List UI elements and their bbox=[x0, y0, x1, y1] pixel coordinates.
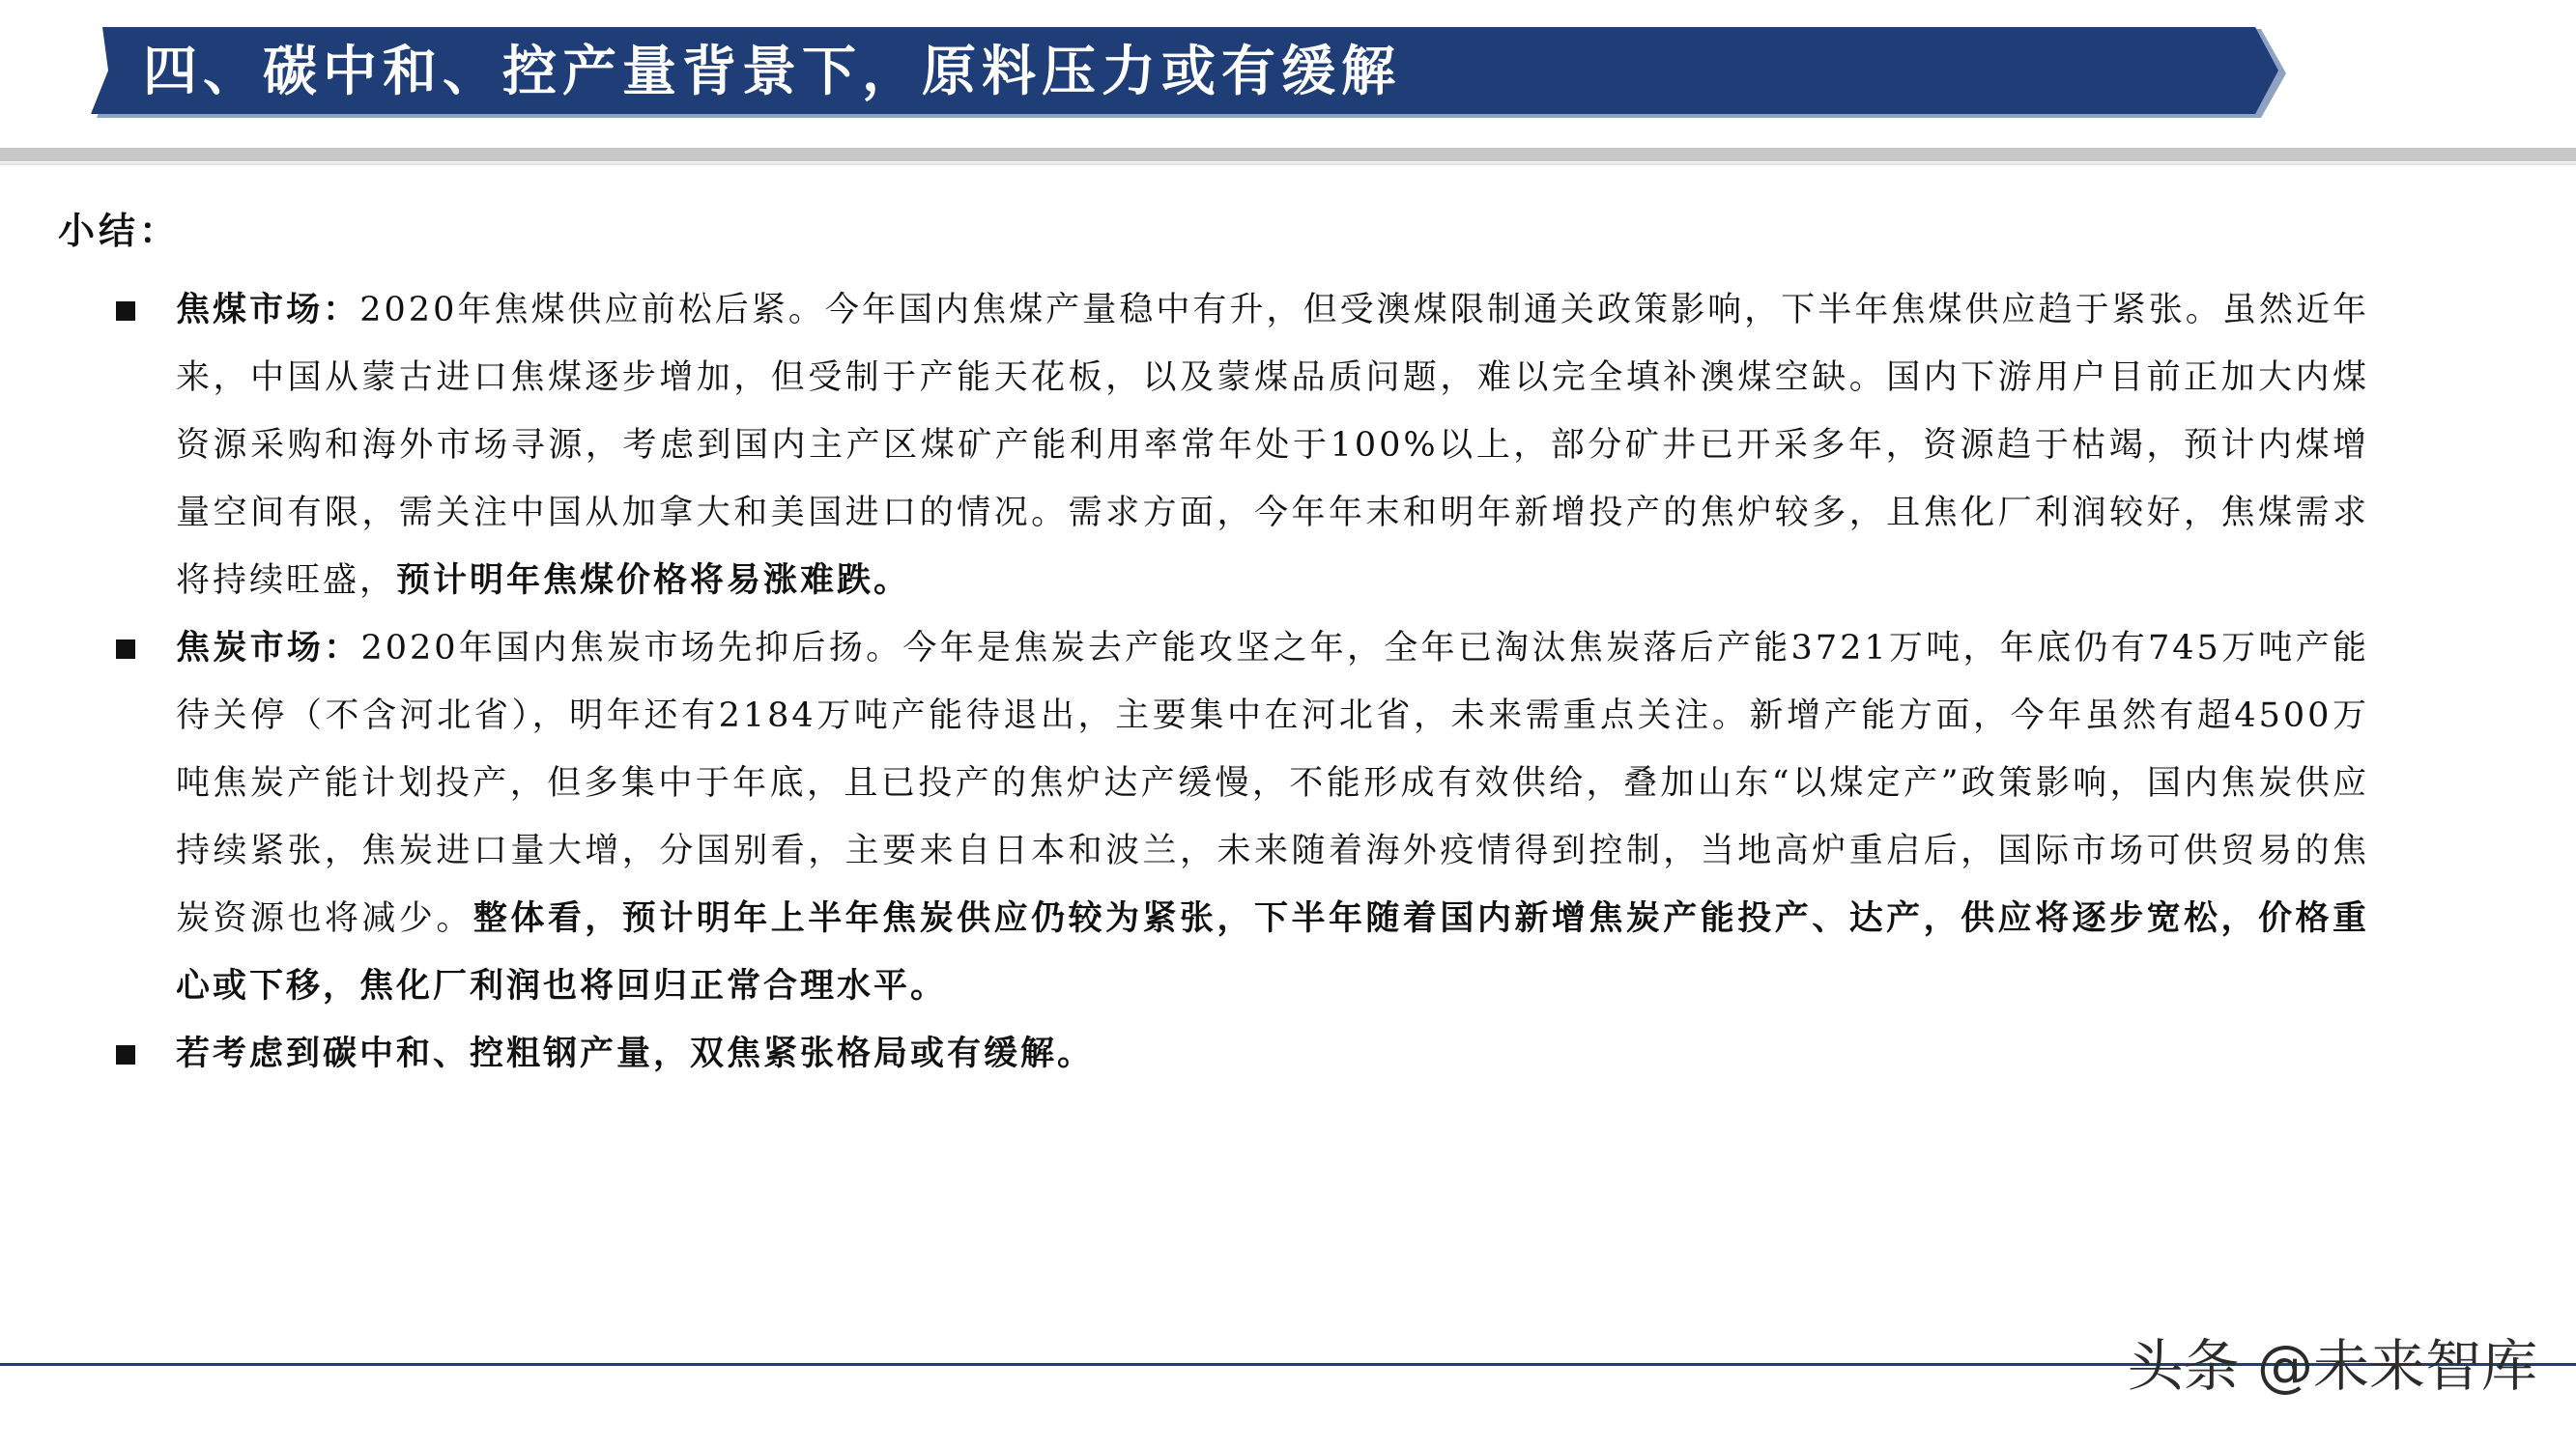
bullet-bold-text: 若考虑到碳中和、控粗钢产量，双焦紧张格局或有缓解。 bbox=[176, 1034, 1095, 1073]
bullet-text: 2020年焦煤供应前松后紧。今年国内焦煤产量稳中有升，但受澳煤限制通关政策影响，下半年焦煤供应趋于紧张。虽然近年来，中国从蒙古进口焦煤逐步增加，但受制于产能天花板，以及蒙煤品质问题，难以完全填补澳煤空缺。国内下游用户目前正加大内煤资源采购和海外市场寻源，考虑到国内主产区煤矿产能利用率常年处于100%以上，部分矿井已开采多年，资源趋于枯竭，预计内煤增量空间有限，需关注中国从加拿大和美国进口的情况。需求方面，今年年末和明年新增投产的焦炉较多，且焦化厂利润较好，焦煤需求将持续旺盛， bbox=[176, 291, 2369, 600]
watermark bbox=[2128, 1327, 2537, 1405]
bullet-coke bbox=[108, 614, 2369, 1020]
square-bullet-icon bbox=[116, 301, 135, 321]
top-divider bbox=[0, 148, 2576, 161]
summary-content bbox=[108, 276, 2369, 1088]
square-bullet-icon bbox=[116, 639, 135, 659]
bullet-label: 焦煤市场： bbox=[176, 290, 360, 329]
top-divider-line bbox=[0, 162, 2576, 165]
summary-heading: 小结： bbox=[58, 209, 181, 252]
bullet-coking-coal bbox=[108, 276, 2369, 614]
bullet-bold-text: 预计明年焦煤价格将易涨难跌。 bbox=[396, 560, 911, 600]
watermark-text: 头条 @未来智库 bbox=[2128, 1327, 2537, 1405]
square-bullet-icon bbox=[116, 1045, 135, 1065]
bullet-text: 2020年国内焦炭市场先抑后扬。今年是焦炭去产能攻坚之年，全年已淘汰焦炭落后产能3721万吨，年底仍有745万吨产能待关停（不含河北省），明年还有2184万吨产能待退出，主要集中在河北省，未来需重点关注。新增产能方面，今年虽然有超4500万吨焦炭产能计划投产，但多集中于年底，且已投产的焦炉达产缓慢，不能形成有效供给，叠加山东“以煤定产”政策影响，国内焦炭供应持续紧张，焦炭进口量大增，分国别看，主要来自日本和波兰，未来随着海外疫情得到控制，当地高炉重启后，国际市场可供贸易的焦炭资源也将减少。 bbox=[176, 629, 2369, 938]
bullet-bold-text: 整体看，预计明年上半年焦炭供应仍较为紧张，下半年随着国内新增焦炭产能投产、达产，供应将逐步宽松，价格重心或下移，焦化厂利润也将回归正常合理水平。 bbox=[176, 898, 2369, 1006]
bullet-carbon-neutral bbox=[108, 1020, 2369, 1088]
bullet-label: 焦炭市场： bbox=[176, 628, 361, 668]
page-title: 四、碳中和、控产量背景下，原料压力或有缓解 bbox=[143, 40, 1401, 103]
